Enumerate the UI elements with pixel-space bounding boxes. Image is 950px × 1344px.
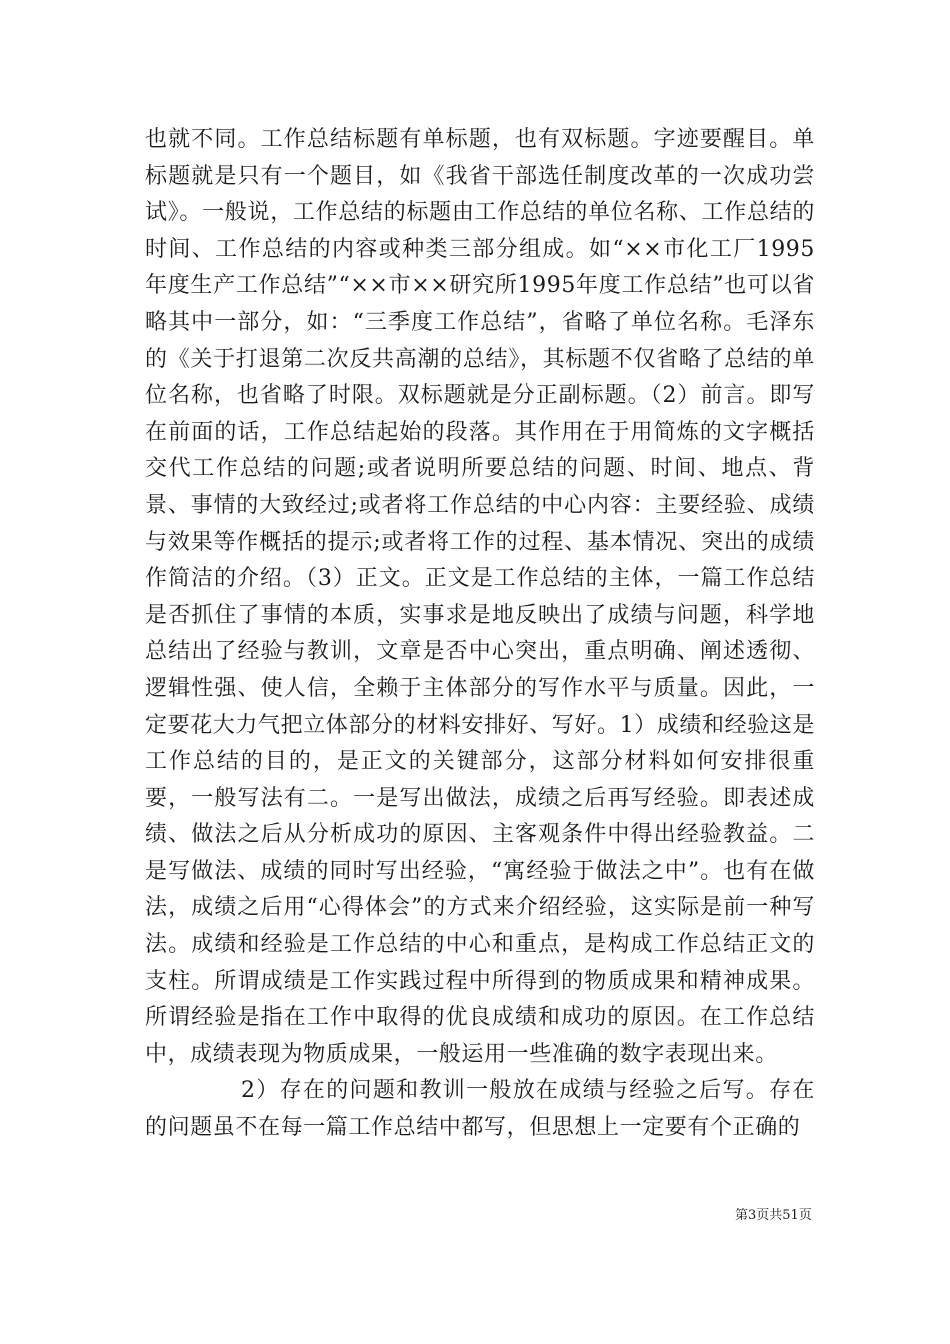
body-text: [145, 122, 815, 1147]
paragraph-1: 也就不同。工作总结标题有单标题，也有双标题。字迹要醒目。单标题就是只有一个题目，如《我省干部选任制度改革的一次成功尝试》。一般说，工作总结的标题由工作总结的单位名称、工作总结的时间、工作总结的内容或种类三部分组成。如“××市化工厂1995年度生产工作总结”“××市××研究所1995年度工作总结”也可以省略其中一部分，如：“三季度工作总结”，省略了单位名称。毛泽东的《关于打退第二次反共高潮的总结》，其标题不仅省略了总结的单位名称，也省略了时限。双标题就是分正副标题。（2）前言。即写在前面的话，工作总结起始的段落。其作用在于用简炼的文字概括交代工作总结的问题;或者说明所要总结的问题、时间、地点、背景、事情的大致经过;或者将工作总结的中心内容：主要经验、成绩与效果等作概括的提示;或者将工作的过程、基本情况、突出的成绩作简洁的介绍。（3）正文。正文是工作总结的主体，一篇工作总结是否抓住了事情的本质，实事求是地反映出了成绩与问题，科学地总结出了经验与教训，文章是否中心突出，重点明确、阐述透彻、逻辑性强、使人信，全赖于主体部分的写作水平与质量。因此，一定要花大力气把立体部分的材料安排好、写好。1）成绩和经验这是工作总结的目的，是正文的关键部分，这部分材料如何安排很重要，一般写法有二。一是写出做法，成绩之后再写经验。即表述成绩、做法之后从分析成功的原因、主客观条件中得出经验教益。二是写做法、成绩的同时写出经验，“寓经验于做法之中”。也有在做法，成绩之后用“心得体会”的方式来介绍经验，这实际是前一种写法。成绩和经验是工作总结的中心和重点，是构成工作总结正文的支柱。所谓成绩是工作实践过程中所得到的物质成果和精神成果。所谓经验是指在工作中取得的优良成绩和成功的原因。在工作总结中，成绩表现为物质成果，一般运用一些准确的数字表现出来。: [145, 127, 815, 1067]
paragraph-2: 2）存在的问题和教训一般放在成绩与经验之后写。存在的问题虽不在每一篇工作总结中都写，但思想上一定要有个正确的: [145, 1078, 815, 1141]
page-number: 第3页共51页: [735, 1208, 812, 1223]
